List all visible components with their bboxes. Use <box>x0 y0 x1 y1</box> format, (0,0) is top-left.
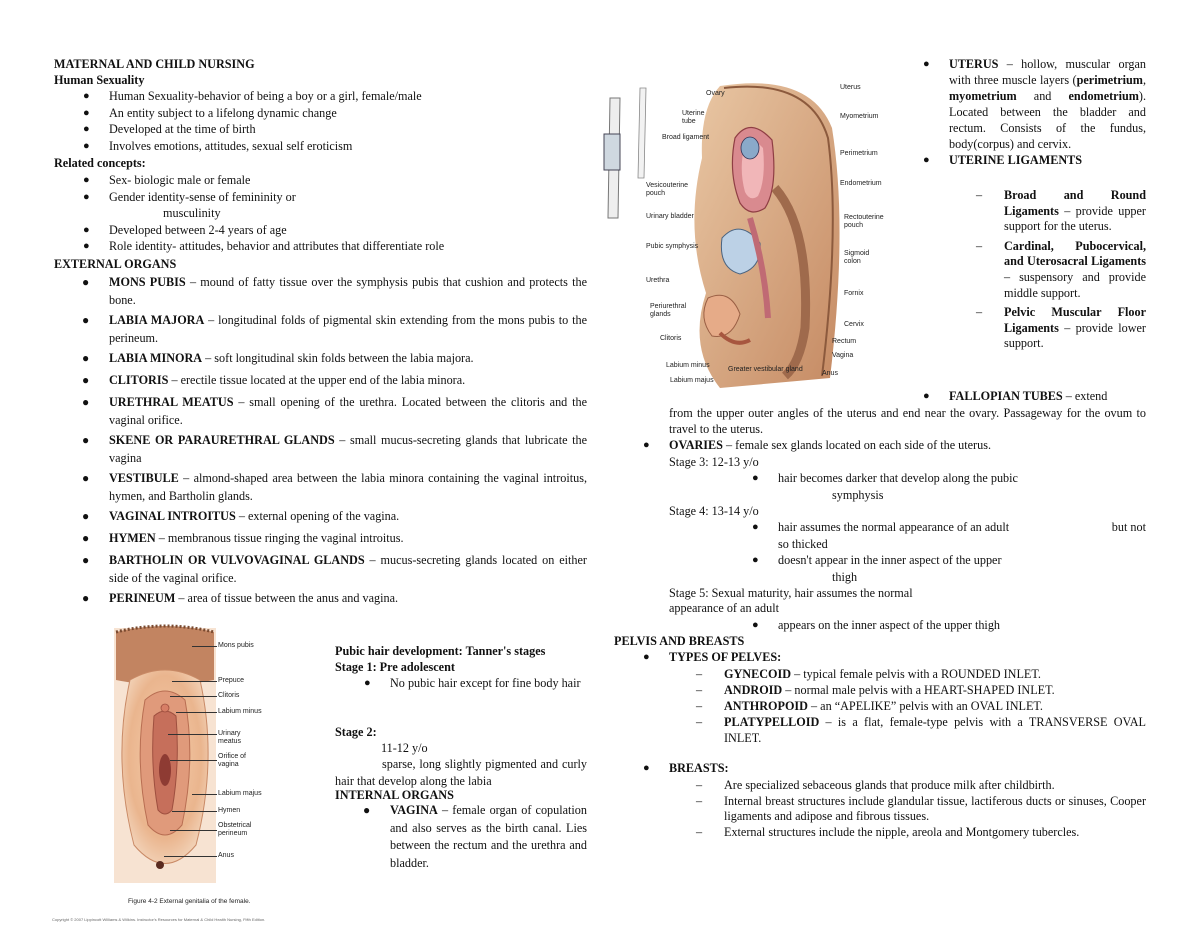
internal-organs-list <box>390 802 587 872</box>
list-item: ● VESTIBULE – almond-shaped area between the labia minora containing the vaginal introitus, hymen, and Bartholin glands. <box>109 470 587 505</box>
list-item: ● TYPES OF PELVES: <box>669 649 1146 666</box>
list-item: ● UTERUS – hollow, muscular organ with three muscle layers (perimetrium, myometrium and endometrium). Located between the bladder and rectum. Consists of the fundus, body(corpus) and cervix. <box>949 56 1146 152</box>
list-item: – PLATYPELLOID – is a flat, female-type pelvis with a TRANSVERSE OVAL INLET. <box>724 714 1146 746</box>
list-item: – Pelvic Muscular Floor Ligaments – provide lower support. <box>1004 305 1146 352</box>
label-periurethral-glands: Periurethral glands <box>650 303 687 318</box>
list-item: ● VAGINAL INTROITUS – external opening of the vagina. <box>109 508 587 526</box>
label-hymen: Hymen <box>218 807 241 814</box>
list-item: ● FALLOPIAN TUBES – extend <box>949 388 1146 405</box>
external-organs-heading: EXTERNAL ORGANS <box>54 257 177 271</box>
label-labium-minus: Labium minus <box>218 708 262 715</box>
list-item: ● An entity subject to a lifelong dynamic change <box>109 105 589 122</box>
list-item: – ANTHROPOID – an “APELIKE” pelvis with an OVAL INLET. <box>724 698 1146 714</box>
tanner-stage5-label-cont: appearance of an adult <box>669 601 779 615</box>
label-anus: Anus <box>218 852 234 859</box>
label-fornix: Fornix <box>844 290 864 297</box>
page-title: MATERNAL AND CHILD NURSING <box>54 57 255 71</box>
list-item: – Internal breast structures include glandular tissue, lactiferous ducts or sinuses, Cooper ligaments and adipose and fibrous tissues. <box>724 794 1146 825</box>
list-item-continuation: so thicked <box>778 536 828 551</box>
label-anus-internal: Anus <box>822 370 838 377</box>
list-item: ● URETHRAL MEATUS – small opening of the urethra. Located between the clitoris and the vaginal orifice. <box>109 394 587 429</box>
leader-line <box>164 856 217 857</box>
internal-organs-heading: INTERNAL ORGANS <box>335 788 454 802</box>
leader-line <box>170 696 217 697</box>
list-item: ● HYMEN – membranous tissue ringing the vaginal introitus. <box>109 530 587 548</box>
fallopian-desc: from the upper outer angles of the uterus and end near the ovary. Passageway for the ovum to travel to the uterus. <box>669 406 1146 436</box>
ligaments-list <box>1004 188 1146 352</box>
list-item-continuation: musculinity <box>163 206 221 221</box>
human-sexuality-heading: Human Sexuality <box>54 73 145 87</box>
list-item: ● appears on the inner aspect of the upper thigh <box>778 617 1146 634</box>
label-greater-vestibular-gland: Greater vestibular gland <box>728 366 803 373</box>
list-item: ● UTERINE LIGAMENTS <box>949 152 1146 168</box>
tanner-stage2-desc: sparse, long slightly pigmented and curly hair that develop along the labia <box>335 757 587 788</box>
label-rectum: Rectum <box>832 338 857 345</box>
leader-line <box>170 830 217 831</box>
list-item: ● doesn't appear in the inner aspect of the upper <box>778 552 1146 569</box>
label-labium-minus-internal: Labium minus <box>666 362 710 369</box>
list-item: ● Gender identity-sense of femininity or <box>109 189 589 206</box>
related-concepts-heading: Related concepts: <box>54 156 146 170</box>
list-item: ● LABIA MINORA – soft longitudinal skin folds between the labia majora. <box>109 350 587 368</box>
tanner-stage4-list <box>778 519 1146 585</box>
list-item: ● Developed at the time of birth <box>109 121 589 138</box>
tanner-stage5-list <box>778 617 1146 634</box>
label-mons-pubis: Mons pubis <box>218 642 254 649</box>
uterus-list <box>949 56 1146 168</box>
label-pubic-symphysis: Pubic symphysis <box>646 243 699 250</box>
label-vesicouterine-pouch: Vesicouterine pouch <box>646 182 689 197</box>
label-urinary-bladder: Urinary bladder <box>646 213 694 220</box>
internal-organs-figure <box>600 78 900 398</box>
external-genitalia-illustration <box>100 620 322 910</box>
label-labium-majus: Labium majus <box>218 790 262 797</box>
list-item: – Are specialized sebaceous glands that produce milk after childbirth. <box>724 778 1146 794</box>
fallopian-list <box>949 388 1146 405</box>
tanner-stage1-label: Stage 1: Pre adolescent <box>335 660 455 674</box>
list-item: ● BARTHOLIN OR VULVOVAGINAL GLANDS – mucus-secreting glands located on either side of the vaginal orifice. <box>109 552 587 587</box>
tanner-stage3-list <box>778 470 1146 503</box>
tanner-stage4-label: Stage 4: 13-14 y/o <box>669 504 759 518</box>
leader-line <box>192 794 217 795</box>
list-item: – External structures include the nipple, areola and Montgomery tubercles. <box>724 825 1146 841</box>
label-broad-ligament: Broad ligament <box>662 134 710 141</box>
list-item: – Broad and Round Ligaments – provide upper support for the uterus. <box>1004 188 1146 235</box>
list-item: – Cardinal, Pubocervical, and Uterosacral Ligaments – suspensory and provide middle support. <box>1004 239 1146 301</box>
label-sigmoid-colon: Sigmoid colon <box>844 250 870 265</box>
label-urethra: Urethra <box>646 277 670 284</box>
breasts-heading-list <box>669 760 1146 777</box>
list-item: ● Role identity- attitudes, behavior and attributes that differentiate role <box>109 238 589 255</box>
label-uterus: Uterus <box>840 84 861 91</box>
label-vagina: Vagina <box>832 352 854 359</box>
label-rectouterine-pouch: Rectouterine pouch <box>844 214 884 229</box>
breasts-list <box>724 778 1146 840</box>
label-orifice-of-vagina: Orifice of vagina <box>218 753 247 768</box>
internal-organs-illustration <box>600 78 900 398</box>
list-item: ● MONS PUBIS – mound of fatty tissue over the symphysis pubis that cushion and protects the bone. <box>109 274 587 309</box>
list-item: ● hair becomes darker that develop along the pubic <box>778 470 1146 487</box>
leader-line <box>172 811 217 812</box>
list-item-continuation: symphysis <box>832 487 884 502</box>
human-sexuality-list <box>109 88 589 154</box>
tanner-heading: Pubic hair development: Tanner's stages <box>335 644 546 658</box>
list-item: – GYNECOID – typical female pelvis with a ROUNDED INLET. <box>724 666 1146 682</box>
list-item: ● OVARIES – female sex glands located on each side of the uterus. <box>669 437 1146 454</box>
label-urinary-meatus: Urinary meatus <box>218 730 241 745</box>
figure-caption: Figure 4-2 External genitalia of the female. <box>128 898 251 905</box>
leader-line <box>192 646 217 647</box>
pelves-heading-list <box>669 649 1146 666</box>
ovaries-list <box>669 437 1146 454</box>
tanner-stage2-label: Stage 2: <box>335 725 377 739</box>
leader-line <box>176 712 217 713</box>
label-labium-majus-internal: Labium majus <box>670 377 714 384</box>
pelves-list <box>724 666 1146 746</box>
list-item: ● BREASTS: <box>669 760 1146 777</box>
label-uterine-tube: Uterine tube <box>682 110 705 125</box>
tanner-stage1-list <box>390 675 587 692</box>
list-item: ● CLITORIS – erectile tissue located at the upper end of the labia minora. <box>109 372 587 390</box>
external-genitalia-figure <box>100 620 322 910</box>
list-item: ● Human Sexuality-behavior of being a boy or a girl, female/male <box>109 88 589 105</box>
label-myometrium: Myometrium <box>840 113 879 120</box>
list-item: ● Sex- biologic male or female <box>109 172 589 189</box>
list-item: ● No pubic hair except for fine body hair <box>390 675 587 692</box>
tanner-stage5-label: Stage 5: Sexual maturity, hair assumes the normal <box>669 586 913 600</box>
pelvis-breasts-heading: PELVIS AND BREASTS <box>614 634 745 648</box>
list-item: ● Developed between 2-4 years of age <box>109 222 589 239</box>
list-item-continuation: thigh <box>832 569 858 584</box>
list-item: ● SKENE OR PARAURETHRAL GLANDS – small mucus-secreting glands that lubricate the vagina <box>109 432 587 467</box>
list-item: ● VAGINA – female organ of copulation and also serves as the birth canal. Lies between the rectum and the urethra and bladder. <box>390 802 587 872</box>
list-item: ● PERINEUM – area of tissue between the anus and vagina. <box>109 590 587 608</box>
figure-credit: Copyright © 2007 Lippincott Williams & Wilkins. Instructor's Resources for Maternal & Child Health Nursing, Fifth Edition. <box>52 917 266 922</box>
label-ovary: Ovary <box>706 90 725 97</box>
tanner-stage3-label: Stage 3: 12-13 y/o <box>669 455 759 469</box>
tanner-stage2-age: 11-12 y/o <box>381 741 428 755</box>
label-perimetrium: Perimetrium <box>840 150 878 157</box>
label-obstetrical-perineum: Obstetrical perineum <box>218 822 252 837</box>
external-organs-list <box>109 274 587 608</box>
label-prepuce: Prepuce <box>218 677 245 684</box>
list-item: ● Involves emotions, attitudes, sexual self eroticism <box>109 138 589 155</box>
list-item: ● LABIA MAJORA – longitudinal folds of pigmental skin extending from the mons pubis to the perineum. <box>109 312 587 347</box>
label-cervix: Cervix <box>844 321 864 328</box>
leader-line <box>170 760 217 761</box>
label-clitoris-internal: Clitoris <box>660 335 682 342</box>
list-item: – ANDROID – normal male pelvis with a HEART-SHAPED INLET. <box>724 682 1146 698</box>
label-clitoris: Clitoris <box>218 692 240 699</box>
leader-line <box>168 734 217 735</box>
label-endometrium: Endometrium <box>840 180 882 187</box>
related-concepts-list <box>109 172 589 255</box>
leader-line <box>172 681 217 682</box>
list-item: ● hair assumes the normal appearance of an adult but not <box>778 519 1146 536</box>
